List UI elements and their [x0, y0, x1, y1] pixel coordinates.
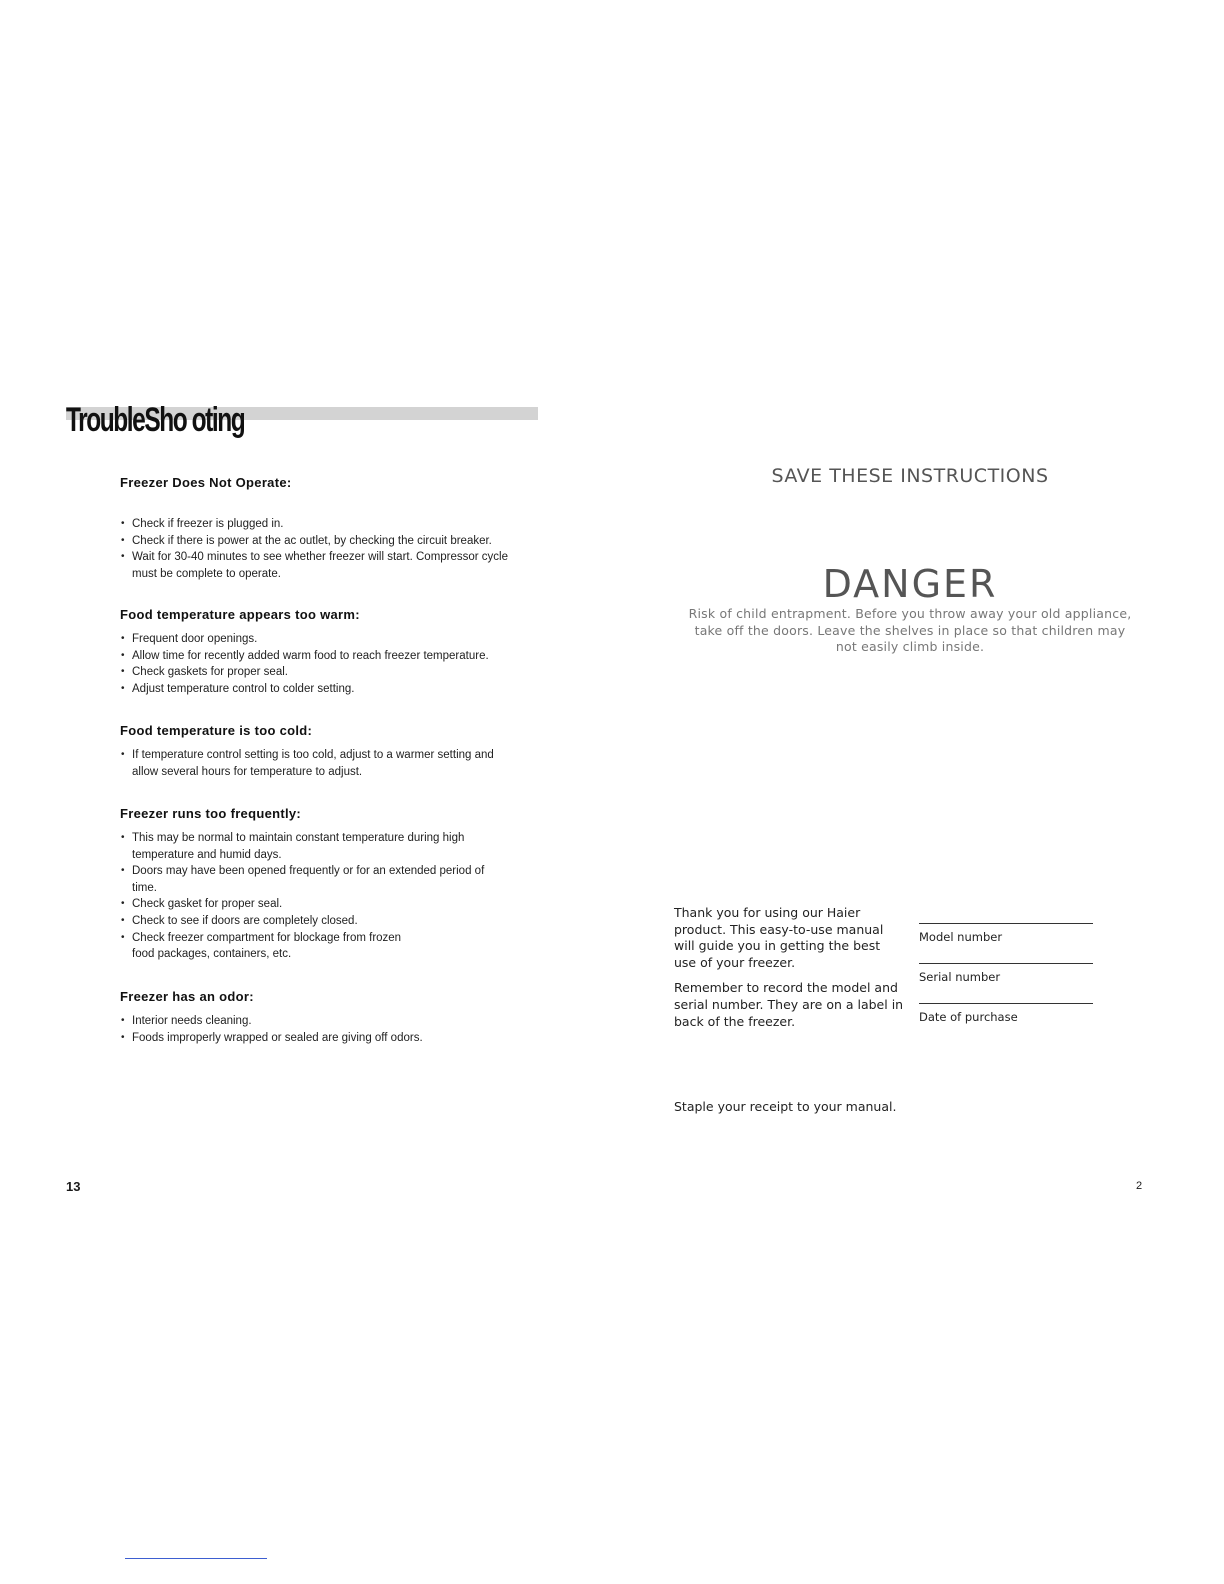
danger-title: DANGER [822, 562, 998, 606]
serial-number-field: Serial number [919, 963, 1093, 984]
section-does-not-operate [120, 475, 540, 582]
section-heading: Freezer Does Not Operate: [120, 475, 292, 490]
bullet-list [120, 631, 540, 697]
bullet-list [120, 516, 540, 582]
list-item: • Foods improperly wrapped or sealed are giving off odors. [120, 1030, 540, 1047]
list-item: • Check if freezer is plugged in. [120, 516, 540, 533]
list-item: • If temperature control setting is too cold, adjust to a warmer setting and allow several hours for temperature to adjust. [120, 747, 520, 780]
footer-rule [125, 1558, 267, 1559]
list-item: • Wait for 30-40 minutes to see whether freezer will start. Compressor cycle must be complete to operate. [120, 549, 540, 582]
danger-warning-text: Risk of child entrapment. Before you throw away your old appliance, take off the doors. Leave the shelves in place so that children may not easily climb inside. [688, 606, 1132, 655]
list-item: • This may be normal to maintain constant temperature during high temperature and humid days. [120, 830, 510, 863]
bullet-list [120, 830, 510, 963]
list-item: • Frequent door openings. [120, 631, 540, 648]
list-item: • Check if there is power at the ac outlet, by checking the circuit breaker. [120, 533, 540, 550]
section-heading: Freezer runs too frequently: [120, 806, 302, 821]
list-item: • Interior needs cleaning. [120, 1013, 540, 1030]
bullet-list [120, 747, 520, 780]
section-odor [120, 989, 540, 1046]
list-item: • Check gasket for proper seal. [120, 896, 510, 913]
thank-you-paragraph: Thank you for using our Haier product. This easy-to-use manual will guide you in getting the best use of your freezer. [674, 905, 884, 970]
page-number-right: 2 [1136, 1180, 1143, 1192]
list-item: • Check gaskets for proper seal. [120, 664, 540, 681]
list-item: • Check freezer compartment for blockage from frozen food packages, containers, etc. [120, 930, 510, 963]
section-heading: Food temperature appears too warm: [120, 607, 360, 622]
date-of-purchase-field: Date of purchase [919, 1003, 1093, 1024]
staple-receipt-note: Staple your receipt to your manual. [674, 1099, 897, 1114]
list-item: • Adjust temperature control to colder setting. [120, 681, 540, 698]
section-heading: Food temperature is too cold: [120, 723, 313, 738]
list-item: • Doors may have been opened frequently or for an extended period of time. [120, 863, 510, 896]
thank-you-block [674, 905, 906, 1039]
section-runs-frequently [120, 806, 540, 963]
section-too-warm [120, 607, 540, 697]
section-heading: Freezer has an odor: [120, 989, 254, 1004]
list-item: • Allow time for recently added warm food to reach freezer temperature. [120, 648, 540, 665]
list-item: • Check to see if doors are completely closed. [120, 913, 510, 930]
page-title: TroubleSho oting [66, 401, 245, 439]
model-number-field: Model number [919, 923, 1093, 944]
save-instructions-title: SAVE THESE INSTRUCTIONS [771, 465, 1049, 487]
section-too-cold [120, 723, 540, 780]
record-paragraph: Remember to record the model and serial number. They are on a label in back of the freezer. [674, 980, 904, 1029]
bullet-list [120, 1013, 540, 1046]
page-number-left: 13 [66, 1179, 81, 1194]
